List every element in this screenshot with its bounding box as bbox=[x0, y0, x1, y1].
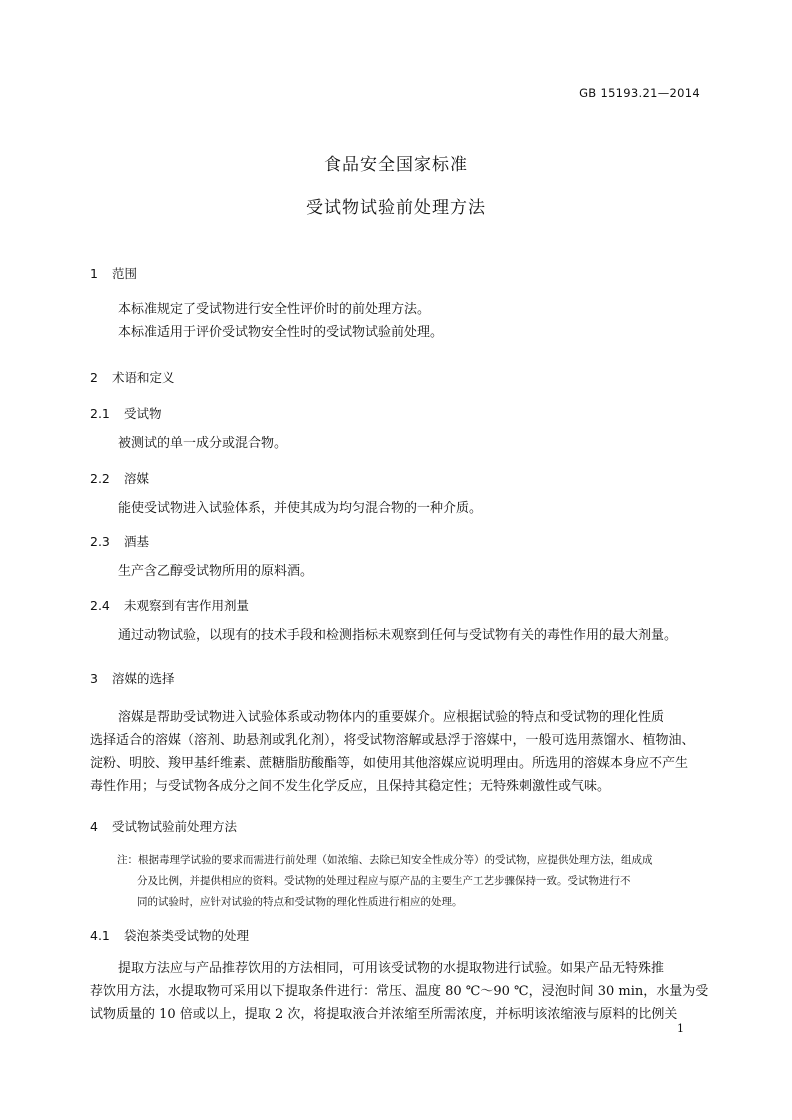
section-2-2-heading bbox=[90, 469, 149, 487]
section-title: 受试物试验前处理方法 bbox=[112, 819, 238, 834]
note-line: 同的试验时，应针对试验的特点和受试物的理化性质进行相应的处理。 bbox=[137, 896, 463, 908]
section-3-heading bbox=[90, 669, 175, 687]
section-3-line-4: 毒性作用；与受试物各成分之间不发生化学反应，且保持其稳定性；无特殊刺激性或气味。 bbox=[90, 779, 611, 794]
section-4-note bbox=[117, 850, 703, 913]
section-1-paragraph-1: 本标准规定了受试物进行安全性评价时的前处理方法。 bbox=[118, 302, 431, 317]
section-number: 4.1 bbox=[90, 928, 110, 943]
section-1-paragraph-2: 本标准适用于评价受试物安全性时的受试物试验前处理。 bbox=[118, 325, 444, 340]
section-2-1-text: 被测试的单一成分或混合物。 bbox=[118, 436, 288, 451]
section-number: 4 bbox=[90, 819, 98, 834]
section-title: 溶媒 bbox=[124, 471, 150, 486]
section-title: 范围 bbox=[112, 266, 138, 281]
section-3-line-3: 淀粉、明胶、羧甲基纤维素、蔗糖脂肪酸酯等，如使用其他溶媒应说明理由。所选用的溶媒本身应不产生 bbox=[90, 756, 689, 771]
section-number: 2.3 bbox=[90, 534, 110, 549]
section-4-heading bbox=[90, 817, 237, 835]
section-number: 2.1 bbox=[90, 406, 110, 421]
section-3-line-1: 溶媒是帮助受试物进入试验体系或动物体内的重要媒介。应根据试验的特点和受试物的理化性质 bbox=[118, 710, 665, 725]
section-2-4-heading bbox=[90, 596, 249, 614]
section-title: 未观察到有害作用剂量 bbox=[124, 598, 250, 613]
section-title: 袋泡茶类受试物的处理 bbox=[124, 928, 250, 943]
section-4-1-line-2: 荐饮用方法，水提取物可采用以下提取条件进行：常压、温度 80 ℃～90 ℃，浸泡时间 30 min，水量为受 bbox=[90, 984, 709, 999]
section-title: 术语和定义 bbox=[112, 370, 175, 385]
document-title: 食品安全国家标准 bbox=[324, 155, 468, 175]
section-1-heading bbox=[90, 264, 137, 282]
section-2-3-heading bbox=[90, 532, 149, 550]
section-2-1-heading bbox=[90, 404, 162, 422]
section-4-1-line-3: 试物质量的 10 倍或以上，提取 2 次，将提取液合并浓缩至所需浓度，并标明该浓缩液与原料的比例关 bbox=[90, 1007, 678, 1022]
section-number: 3 bbox=[90, 671, 98, 686]
note-line: 分及比例，并提供相应的资料。受试物的处理过程应与原产品的主要生产工艺步骤保持一致。受试物进行不 bbox=[137, 875, 631, 887]
note-line: 注：根据毒理学试验的要求而需进行前处理（如浓缩、去除已知安全性成分等）的受试物，应提供处理方法，组成成 bbox=[117, 854, 653, 866]
section-number: 1 bbox=[90, 266, 98, 281]
section-2-2-text: 能使受试物进入试验体系，并使其成为均匀混合物的一种介质。 bbox=[118, 501, 483, 516]
section-2-4-text: 通过动物试验，以现有的技术手段和检测指标未观察到任何与受试物有关的毒性作用的最大剂量。 bbox=[118, 628, 678, 643]
standard-code: GB 15193.21—2014 bbox=[579, 86, 700, 100]
section-number: 2.2 bbox=[90, 471, 110, 486]
section-title: 溶媒的选择 bbox=[112, 671, 175, 686]
section-4-1-heading bbox=[90, 926, 249, 944]
page-number: 1 bbox=[677, 1022, 684, 1035]
section-title: 酒基 bbox=[124, 534, 150, 549]
document-subtitle: 受试物试验前处理方法 bbox=[306, 198, 486, 218]
section-3-line-2: 选择适合的溶媒（溶剂、助悬剂或乳化剂），将受试物溶解或悬浮于溶媒中，一般可选用蒸馏水、植物油、 bbox=[90, 733, 695, 748]
section-2-heading bbox=[90, 368, 175, 386]
section-2-3-text: 生产含乙醇受试物所用的原料酒。 bbox=[118, 564, 314, 579]
section-4-1-line-1: 提取方法应与产品推荐饮用的方法相同，可用该受试物的水提取物进行试验。如果产品无特殊推 bbox=[118, 961, 665, 976]
section-title: 受试物 bbox=[124, 406, 162, 421]
section-number: 2.4 bbox=[90, 598, 110, 613]
section-number: 2 bbox=[90, 370, 98, 385]
